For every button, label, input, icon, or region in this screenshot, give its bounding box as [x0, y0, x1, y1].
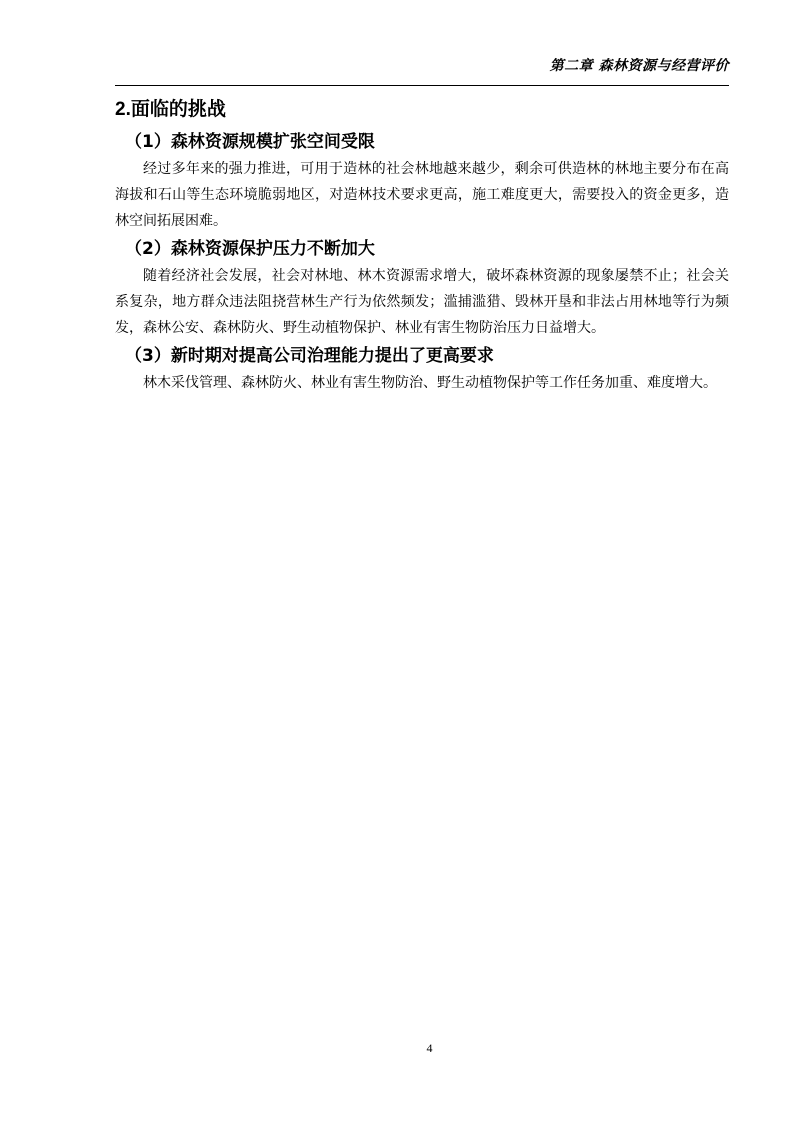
- subsection-title-3: （3）新时期对提高公司治理能力提出了更高要求: [125, 346, 494, 366]
- page-header-chapter-title: 第二章 森林资源与经营评价: [549, 58, 729, 74]
- header-divider: [115, 85, 729, 86]
- page-number: 4: [426, 1041, 433, 1055]
- document-body: [115, 92, 729, 397]
- subsection-title-1: （1）森林资源规模扩张空间受限: [125, 132, 375, 152]
- paragraph-1: 经过多年来的强力推进，可用于造林的社会林地越来越少，剩余可供造林的林地主要分布在高海拔和石山等生态环境脆弱地区，对造林技术要求更高，施工难度更大，需要投入的资金更多，造林空间拓展困难。: [115, 161, 729, 229]
- section-title: 2.面临的挑战: [115, 99, 226, 120]
- subsection-title-2: （2）森林资源保护压力不断加大: [125, 239, 375, 259]
- paragraph-3: 林木采伐管理、森林防火、林业有害生物防治、野生动植物保护等工作任务加重、难度增大。: [143, 375, 717, 391]
- paragraph-2: 随着经济社会发展，社会对林地、林木资源需求增大，破坏森林资源的现象屡禁不止；社会关系复杂，地方群众违法阻挠营林生产行为依然频发；滥捕滥猎、毁林开垦和非法占用林地等行为频发，森林公安、森林防火、野生动植物保护、林业有害生物防治压力日益增大。: [115, 268, 729, 336]
